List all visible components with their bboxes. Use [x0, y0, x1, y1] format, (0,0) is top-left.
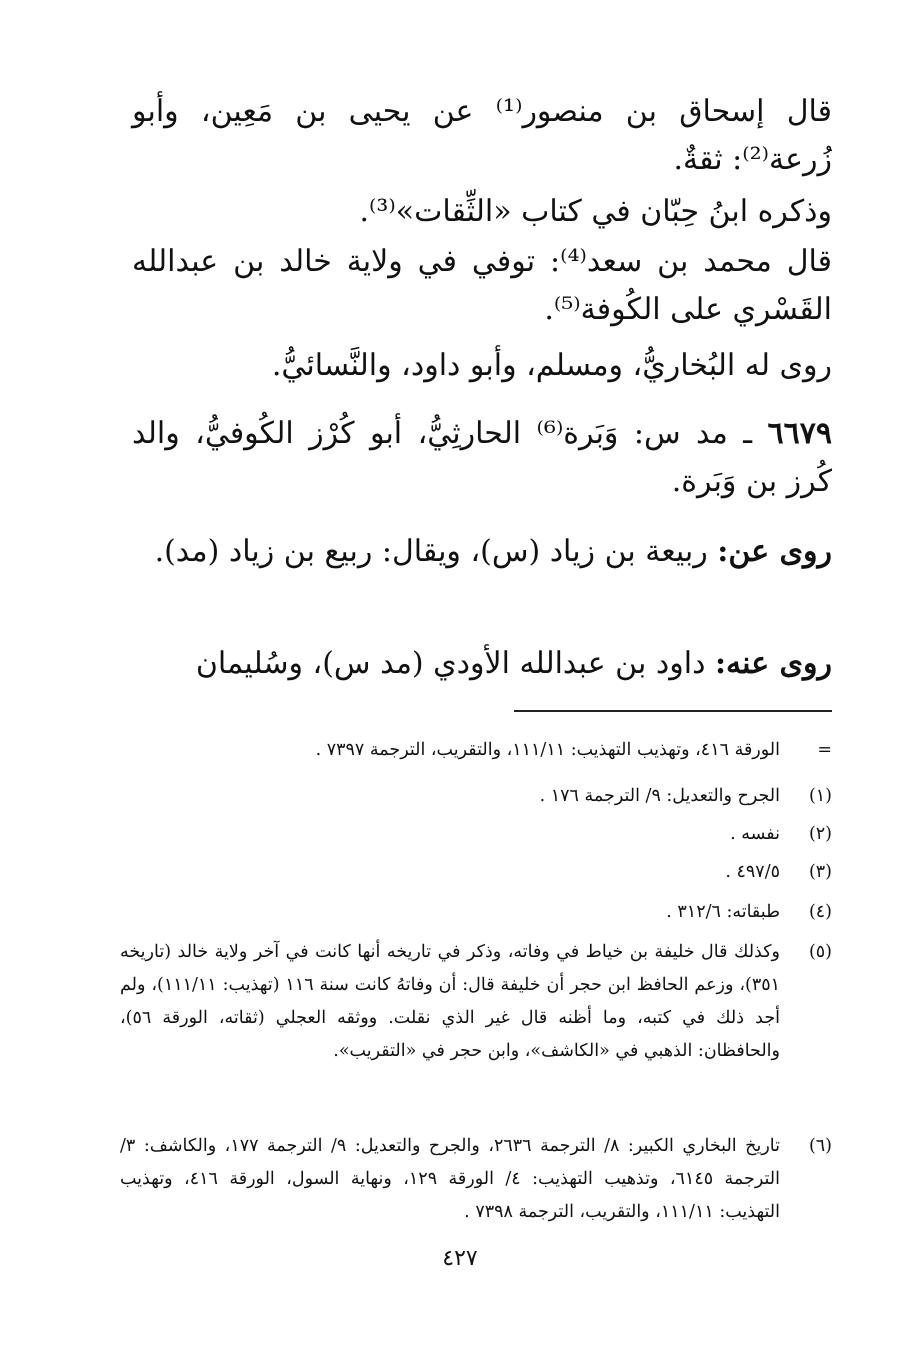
- entry-number: ٦٦٧٩: [767, 416, 832, 451]
- paragraph-rawa-lahu: [132, 342, 832, 390]
- paragraph-text: قال محمد بن سعد⁽⁴⁾: توفي في ولاية خالد بن عبدالله القَسْري على الكُوفة⁽⁵⁾.: [132, 244, 832, 327]
- paragraph-ibn-hibban: [132, 188, 832, 236]
- footnote-number: (٦): [808, 1136, 832, 1156]
- footnote-2: [120, 818, 832, 851]
- footnote-4: [120, 896, 832, 929]
- footnote-text: ٤٩٧/٥ .: [725, 862, 780, 882]
- paragraph-text: قال إسحاق بن منصور⁽¹⁾ عن يحيى بن مَعِين، وأبو زُرعة⁽²⁾: ثقةٌ.: [132, 94, 832, 177]
- footnote-number: (٢): [808, 824, 832, 844]
- rawa-anhu-text: داود بن عبدالله الأودي (مد س)، وسُليمان: [195, 646, 715, 681]
- footnote-1: [120, 780, 832, 813]
- footnote-number: (٤): [808, 902, 832, 922]
- footnote-number: =: [817, 740, 832, 760]
- footnote-3: [120, 856, 832, 889]
- rawa-anhu-label: روى عنه:: [714, 646, 832, 681]
- paragraph-text: روى له البُخاريُّ، ومسلم، وأبو داود، والنَّسائيُّ.: [271, 348, 832, 383]
- footnote-text: طبقاته: ٣١٢/٦ .: [666, 902, 780, 922]
- page-number: ٤٢٧: [442, 1246, 478, 1271]
- footnote-text: الورقة ٤١٦، وتهذيب التهذيب: ١١١/١١، والتقريب، الترجمة ٧٣٩٧ .: [315, 740, 780, 760]
- footnote-text: نفسه .: [730, 824, 780, 844]
- paragraph-ibn-saad: [132, 238, 832, 334]
- entry-text: ـ مد س: وَبَرة⁽⁶⁾ الحارثِيُّ، أبو كُرْز الكُوفيُّ، والد كُرز بن وَبَرة.: [132, 416, 832, 499]
- rawa-an-text: ربيعة بن زياد (س)، ويقال: ربيع بن زياد (مد).: [154, 534, 718, 569]
- paragraph-rawa-an: [132, 528, 832, 576]
- paragraph-ishaq: [132, 88, 832, 184]
- paragraph-rawa-anhu: [132, 640, 832, 688]
- footnote-number: (٥): [808, 942, 832, 962]
- footnote-6: [120, 1130, 832, 1229]
- footnote-divider: [514, 710, 832, 712]
- paragraph-text: وذكره ابنُ حِبّان في كتاب «الثِّقات»⁽³⁾.: [359, 194, 832, 229]
- footnote-text: الجرح والتعديل: ٩/ الترجمة ١٧٦ .: [539, 786, 780, 806]
- rawa-an-label: روى عن:: [717, 534, 832, 569]
- footnote-5: [120, 936, 832, 1068]
- footnote-number: (١): [808, 786, 832, 806]
- footnote-text: تاريخ البخاري الكبير: ٨/ الترجمة ٢٦٣٦، والجرح والتعديل: ٩/ الترجمة ١٧٧، والكاشف: ٣/ الترجمة ٦١٤٥، وتذهيب التهذيب: ٤/ الورقة ١٢٩، ونهاية السول، الورقة ٤١٦، وتهذيب التهذيب: ١١١/١١، والتقريب، الترجمة ٧٣٩٨ .: [120, 1136, 781, 1222]
- footnote-text: وكذلك قال خليفة بن خياط في وفاته، وذكر في تاريخه أنها كانت في آخر ولاية خالد (تاريخه ٣٥١)، وزعم الحافظ ابن حجر أن خليفة قال: أن وفاتهُ كانت سنة ١١٦ (تهذيب: ١١١/١١)، ولم أجد ذلك في كتبه، وما أظنه قال غير الذي نقلت. ووثقه العجلي (ثقاته، الورقة ٥٦)، والحافظان: الذهبي في «الكاشف»، وابن حجر في «التقريب».: [120, 942, 781, 1061]
- footnote-continued: [120, 734, 832, 767]
- footnote-number: (٣): [808, 862, 832, 882]
- entry-heading: [132, 410, 832, 506]
